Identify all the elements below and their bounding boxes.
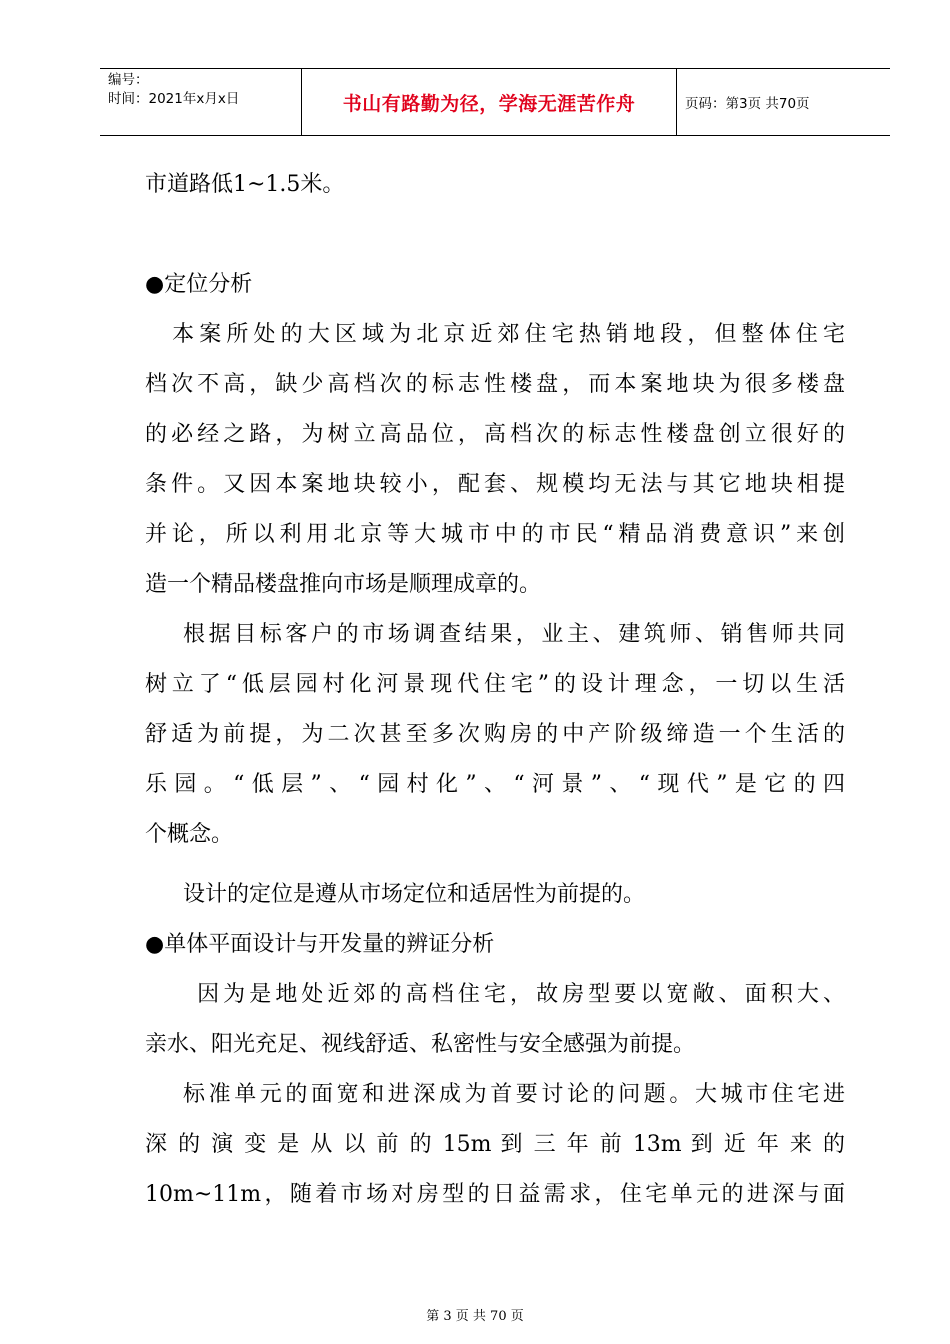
body-line: 造一个精品楼盘推向市场是顺理成章的。 — [145, 572, 542, 597]
page-header — [100, 68, 890, 136]
body-line: 舒适为前提，为二次甚至多次购房的中产阶级缔造一个生活的 — [145, 722, 845, 747]
header-motto: 书山有路勤为径，学海无涯苦作舟 — [301, 69, 677, 135]
header-meta — [100, 69, 301, 135]
header-number-label: 编号： — [108, 72, 149, 88]
section-heading-unit-design: ●单体平面设计与开发量的辨证分析 — [145, 932, 495, 957]
section-heading-positioning: ●定位分析 — [145, 272, 253, 297]
header-time-label: 时间：2021年x月x日 — [108, 91, 240, 107]
body-line: 深 的 演 变 是 从 以 前 的 15m 到 三 年 前 13m 到 近 年 来 的 — [145, 1132, 845, 1157]
body-line: 本案所处的大区域为北京近郊住宅热销地段，但整体住宅 — [145, 322, 845, 347]
body-line: 树立了“低层园村化河景现代住宅”的设计理念，一切以生活 — [145, 672, 845, 697]
body-line: 市道路低1~1.5米。 — [145, 172, 345, 197]
body-line: 条件。又因本案地块较小，配套、规模均无法与其它地块相提 — [145, 472, 845, 497]
body-line: 因为是地处近郊的高档住宅，故房型要以宽敞、面积大、 — [171, 982, 845, 1007]
header-page-code: 页码：第3页 共70页 — [685, 96, 810, 112]
body-line: 并论，所以利用北京等大城市中的市民“精品消费意识”来创 — [145, 522, 845, 547]
body-line: 的必经之路，为树立高品位，高档次的标志性楼盘创立很好的 — [145, 422, 845, 447]
body-line: 标准单元的面宽和进深成为首要讨论的问题。大城市住宅进 — [183, 1082, 845, 1107]
page-footer: 第 3 页 共 70 页 — [426, 1309, 524, 1324]
body-line: 档次不高，缺少高档次的标志性楼盘，而本案地块为很多楼盘 — [145, 372, 845, 397]
body-line: 亲水、阳光充足、视线舒适、私密性与安全感强为前提。 — [145, 1032, 696, 1057]
body-line: 根据目标客户的市场调查结果，业主、建筑师、销售师共同 — [183, 622, 845, 647]
body-line: 10m~11m，随着市场对房型的日益需求，住宅单元的进深与面 — [145, 1182, 845, 1207]
body-line: 设计的定位是遵从市场定位和适居性为前提的。 — [161, 882, 646, 907]
body-line: 个概念。 — [145, 822, 234, 847]
body-gap — [145, 218, 845, 268]
document-body — [145, 168, 845, 1228]
body-line: 乐园。“低层”、“园村化”、“河景”、“现代”是它的四 — [145, 772, 845, 797]
